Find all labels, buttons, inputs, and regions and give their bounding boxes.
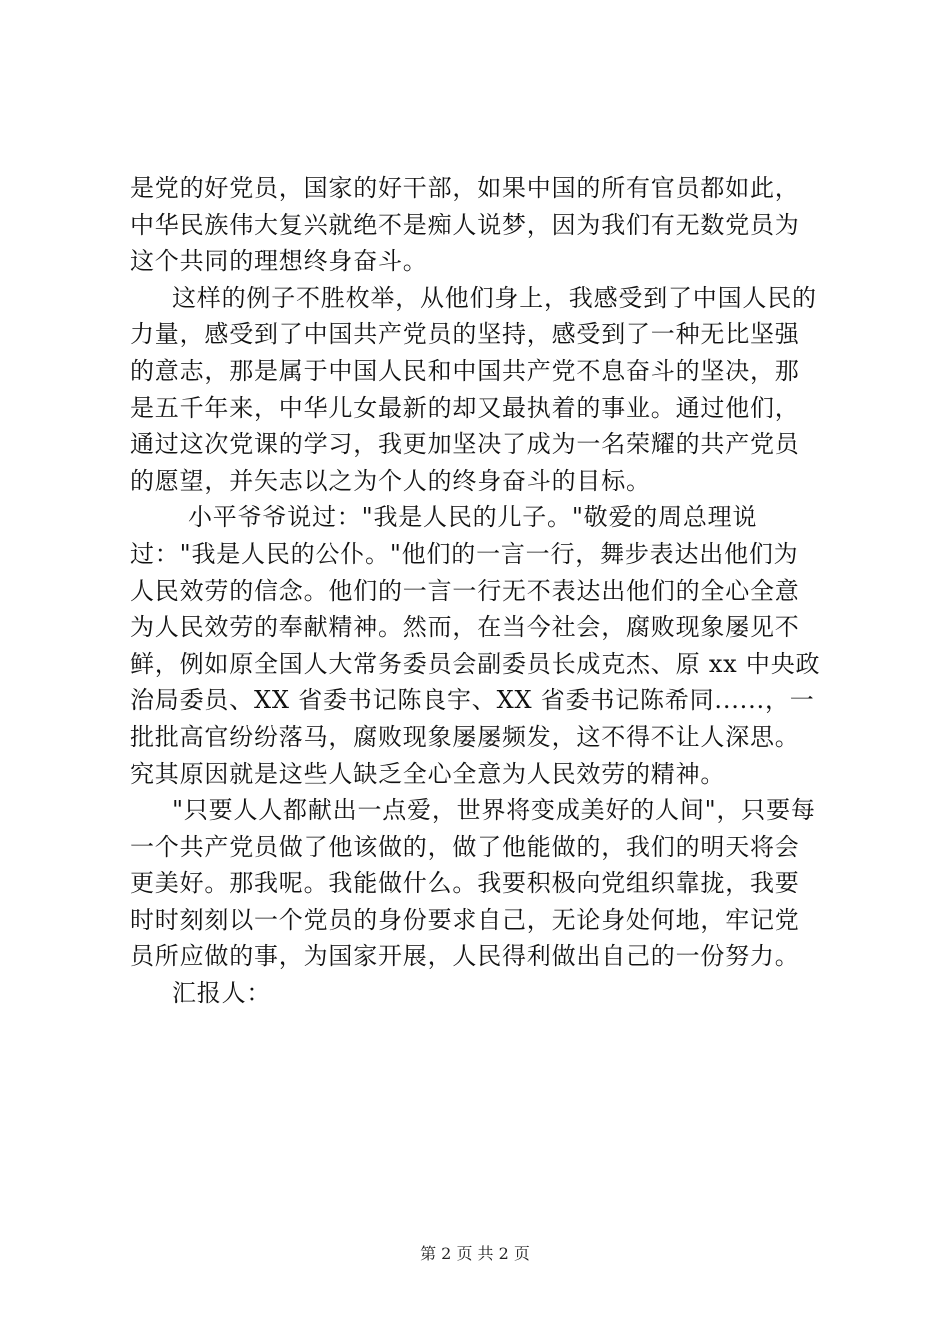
- text-line: 批批高官纷纷落马，腐败现象屡屡频发，这不得不让人深思。: [130, 722, 800, 751]
- reporter-label: 汇报人：: [172, 979, 272, 1008]
- text-line: 时时刻刻以一个党员的身份要求自己，无论身处何地，牢记党: [130, 905, 800, 934]
- paragraph-start-line: 这样的例子不胜枚举，从他们身上，我感受到了中国人民的: [172, 283, 817, 312]
- text-line: 过："我是人民的公仆。"他们的一言一行，舞步表达出他们为: [130, 539, 799, 568]
- text-line: 员所应做的事，为国家开展，人民得利做出自己的一份努力。: [130, 942, 800, 971]
- text-line: 治局委员、XX 省委书记陈良宇、XX 省委书记陈希同......，一: [130, 686, 815, 715]
- text-line: 这个共同的理想终身奋斗。: [130, 247, 428, 276]
- text-line: 为人民效劳的奉献精神。然而，在当今社会，腐败现象屡见不: [130, 613, 800, 642]
- text-line: 的意志，那是属于中国人民和中国共产党不息奋斗的坚决，那: [130, 356, 800, 385]
- text-line: 中华民族伟大复兴就绝不是痴人说梦，因为我们有无数党员为: [130, 210, 800, 239]
- text-line: 通过这次党课的学习，我更加坚决了成为一名荣耀的共产党员: [130, 430, 800, 459]
- paragraph-start-line: 小平爷爷说过："我是人民的儿子。"敬爱的周总理说: [188, 503, 758, 532]
- text-line: 一个共产党员做了他该做的，做了他能做的，我们的明天将会: [130, 832, 800, 861]
- text-line: 鲜，例如原全国人大常务委员会副委员长成克杰、原 xx 中央政: [130, 649, 821, 678]
- text-line: 的愿望，并矢志以之为个人的终身奋斗的目标。: [130, 466, 651, 495]
- text-line: 人民效劳的信念。他们的一言一行无不表达出他们的全心全意: [130, 576, 800, 605]
- text-line: 是党的好党员，国家的好干部，如果中国的所有官员都如此，: [130, 174, 800, 202]
- text-line: 更美好。那我呢。我能做什么。我要积极向党组织靠拢，我要: [130, 869, 800, 898]
- text-line: 力量，感受到了中国共产党员的坚持，感受到了一种无比坚强: [130, 320, 800, 349]
- text-line: 是五千年来，中华儿女最新的却又最执着的事业。通过他们，: [130, 393, 800, 422]
- text-line: 究其原因就是这些人缺乏全心全意为人民效劳的精神。: [130, 759, 726, 788]
- paragraph-start-line: "只要人人都献出一点爱，世界将变成美好的人间"，只要每: [172, 796, 816, 825]
- page-number-footer: 第 2 页 共 2 页: [420, 1244, 530, 1263]
- document-body: [130, 170, 830, 1012]
